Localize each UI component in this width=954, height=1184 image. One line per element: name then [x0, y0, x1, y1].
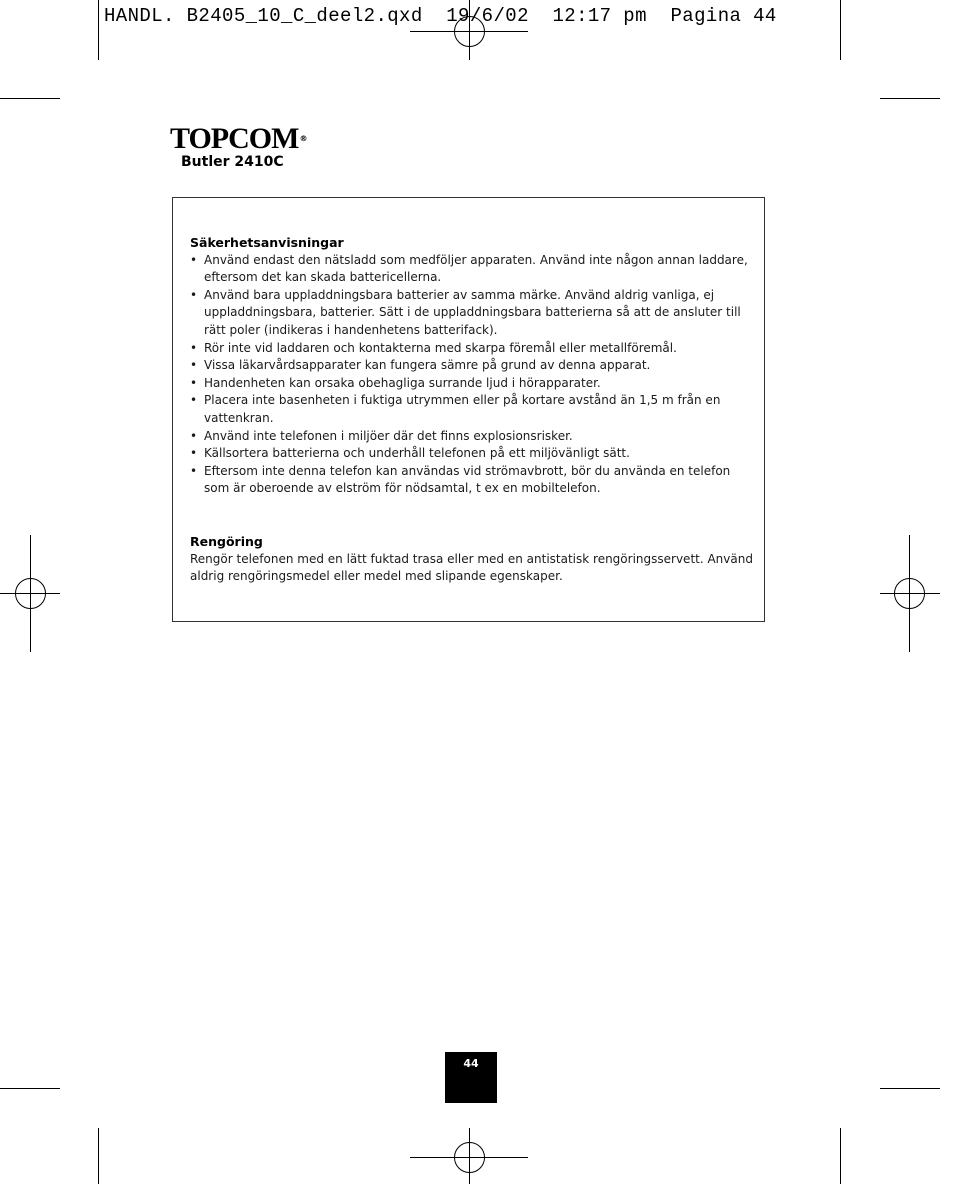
safety-heading: Säkerhetsanvisningar [190, 235, 344, 250]
logo-text: TOPCOM [170, 122, 299, 155]
registration-mark-top [410, 0, 528, 60]
registered-mark: ® [299, 134, 307, 143]
safety-item: • Placera inte basenheten i fuktiga utrymmen eller på kortare avstånd än 1,5 m från en vattenkran. [190, 392, 755, 427]
safety-item: • Använd endast den nätsladd som medföljer apparaten. Använd inte någon annan laddare, eftersom det kan skada battericellerna. [190, 252, 755, 287]
safety-item: • Rör inte vid laddaren och kontakterna med skarpa föremål eller metallföremål. [190, 340, 755, 358]
safety-item: • Handenheten kan orsaka obehagliga surrande ljud i hörapparater. [190, 375, 755, 393]
safety-item: • Använd bara uppladdningsbara batterier av samma märke. Använd aldrig vanliga, ej uppladdningsbara, batterier. Sätt i de uppladdningsbara batterierna så att de ansluter till rätt poler (indikeras i handenhetens batterifack). [190, 287, 755, 340]
registration-mark-right [880, 535, 940, 652]
page-number: 44 [445, 1052, 497, 1103]
safety-list [190, 252, 755, 498]
registration-mark-bottom [410, 1128, 528, 1184]
print-slug: HANDL. B2405_10_C_deel2.qxd 19/6/02 12:17 pm Pagina 44 [104, 5, 777, 27]
cleaning-text: Rengör telefonen med en lätt fuktad trasa eller med en antistatisk rengöringsservett. Använd aldrig rengöringsmedel eller medel med slipande egenskaper. [190, 551, 753, 584]
safety-item: • Använd inte telefonen i miljöer där det finns explosionsrisker. [190, 428, 755, 446]
safety-item: • Eftersom inte denna telefon kan användas vid strömavbrott, bör du använda en telefon som är oberoende av elström för nödsamtal, t ex en mobiltelefon. [190, 463, 755, 498]
cleaning-heading: Rengöring [190, 533, 263, 549]
model-name: Butler 2410C [181, 154, 284, 170]
content-area [190, 234, 755, 586]
safety-item: • Källsortera batterierna och underhåll telefonen på ett miljövänligt sätt. [190, 445, 755, 463]
topcom-logo [170, 124, 306, 154]
safety-item: • Vissa läkarvårdsapparater kan fungera sämre på grund av denna apparat. [190, 357, 755, 375]
registration-mark-left [0, 535, 60, 652]
